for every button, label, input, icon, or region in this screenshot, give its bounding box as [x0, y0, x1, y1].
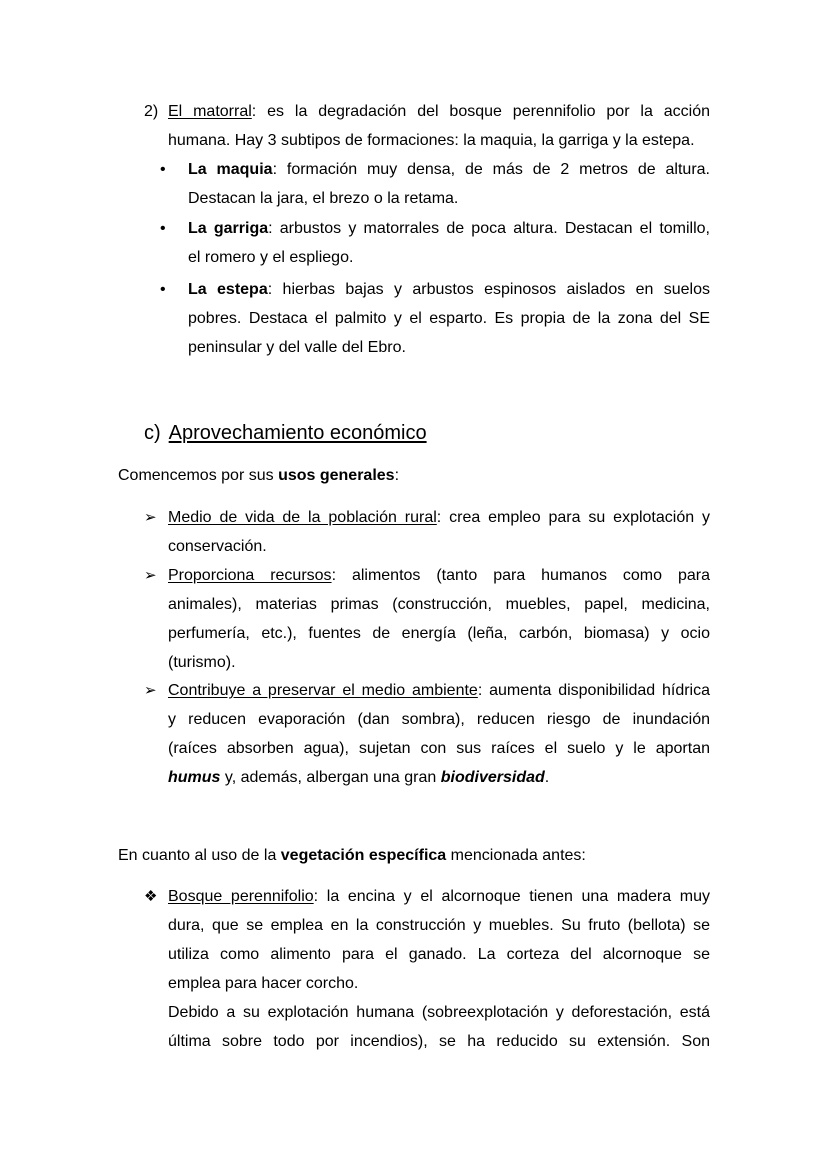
list-number: 2): [144, 103, 159, 120]
intro-paragraph: En cuanto al uso de la vegetación específica mencionada antes:: [118, 847, 586, 864]
text-line: (raíces absorben agua), sujetan con sus raíces el suelo y le aportan: [168, 740, 710, 757]
text-line: el romero y el espliego.: [188, 249, 354, 266]
text-line: El matorral: es la degradación del bosque perennifolio por la acción: [168, 103, 710, 120]
arrow-bullet-icon: ➢: [144, 682, 157, 699]
text-line: peninsular y del valle del Ebro.: [188, 339, 406, 356]
text-line: utiliza como alimento para el ganado. La corteza del alcornoque se: [168, 946, 710, 963]
text-line: animales), materias primas (construcción, muebles, papel, medicina,: [168, 596, 710, 613]
text-line: emplea para hacer corcho.: [168, 975, 359, 992]
list-item: [144, 882, 710, 1056]
list-item: [144, 503, 710, 561]
arrow-bullet-icon: ➢: [144, 567, 157, 584]
bullet-icon: •: [160, 161, 166, 178]
list-item: [160, 214, 710, 272]
diamond-bullet-icon: ❖: [144, 888, 158, 905]
matorral-title: El matorral: [168, 103, 252, 120]
text-line: La garriga: arbustos y matorrales de poca altura. Destacan el tomillo,: [188, 220, 711, 237]
text-line: Debido a su explotación humana (sobreexplotación y deforestación, está: [168, 1004, 710, 1021]
list-item: [144, 561, 710, 677]
text-line: perfumería, etc.), fuentes de energía (leña, carbón, biomasa) y ocio: [168, 625, 710, 642]
text-line: Proporciona recursos: alimentos (tanto para humanos como para: [168, 567, 710, 584]
text-line: conservación.: [168, 538, 267, 555]
text-line: Contribuye a preservar el medio ambiente: aumenta disponibilidad hídrica: [168, 682, 710, 699]
intro-paragraph: Comencemos por sus usos generales:: [118, 467, 400, 484]
section-heading: [144, 420, 427, 446]
list-item: [144, 676, 710, 792]
text-line: última sobre todo por incendios), se ha reducido su extensión. Son: [168, 1033, 710, 1050]
bullet-icon: •: [160, 220, 166, 237]
text-line: pobres. Destaca el palmito y el esparto. Es propia de la zona del SE: [188, 310, 710, 327]
section-label: c): [144, 422, 161, 444]
text-line: (turismo).: [168, 654, 236, 671]
list-item: [160, 155, 710, 213]
text-line: humana. Hay 3 subtipos de formaciones: la maquia, la garriga y la estepa.: [168, 132, 695, 149]
text-line: Bosque perennifolio: la encina y el alcornoque tienen una madera muy: [168, 888, 710, 905]
text-line: Medio de vida de la población rural: crea empleo para su explotación y: [168, 509, 710, 526]
text-line: La estepa: hierbas bajas y arbustos espinosos aislados en suelos: [188, 281, 710, 298]
text-line: Destacan la jara, el brezo o la retama.: [188, 190, 459, 207]
text-line: y reducen evaporación (dan sombra), reducen riesgo de inundación: [168, 711, 710, 728]
text-line: dura, que se emplea en la construcción y muebles. Su fruto (bellota) se: [168, 917, 710, 934]
list-item: [160, 275, 710, 362]
matorral-item: [144, 97, 710, 155]
arrow-bullet-icon: ➢: [144, 509, 157, 526]
text-line: La maquia: formación muy densa, de más de 2 metros de altura.: [188, 161, 711, 178]
text-line: humus y, además, albergan una gran biodiversidad.: [168, 769, 550, 786]
section-title: Aprovechamiento económico: [168, 422, 427, 444]
bullet-icon: •: [160, 281, 166, 298]
